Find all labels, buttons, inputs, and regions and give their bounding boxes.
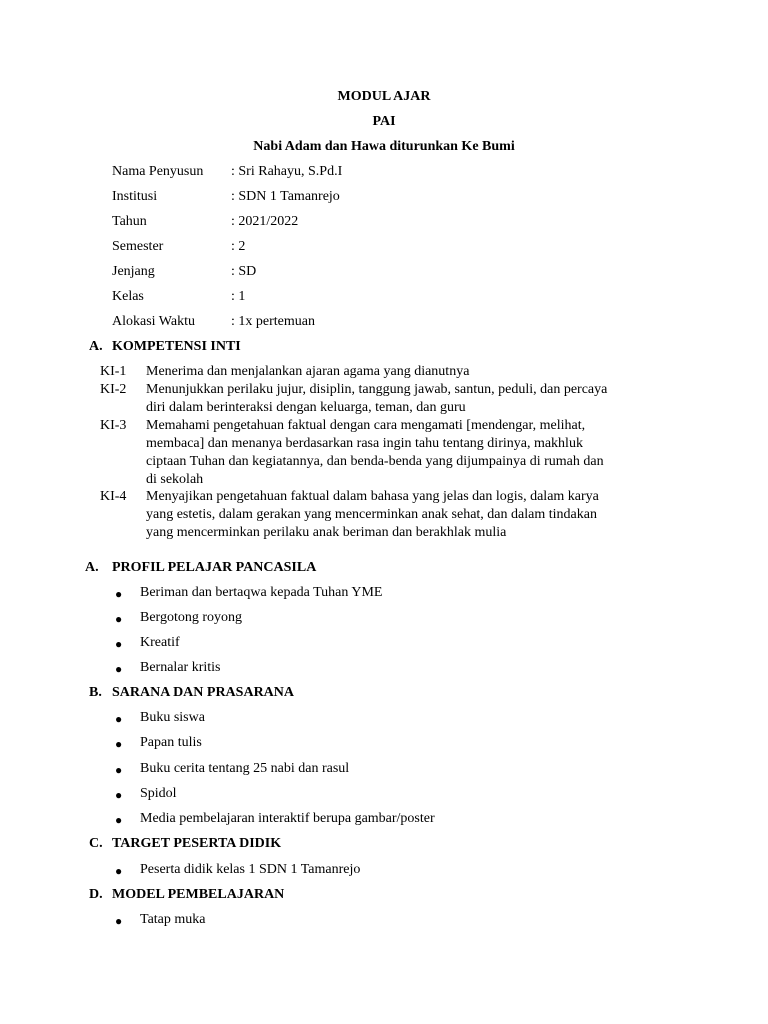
ki-text: yang mencerminkan perilaku anak beriman dan berakhlak mulia — [146, 525, 507, 540]
bullet-icon: ● — [115, 864, 123, 878]
document-topic: Nabi Adam dan Hawa diturunkan Ke Bumi — [253, 139, 515, 154]
ki-text: Menunjukkan perilaku jujur, disiplin, tanggung jawab, santun, peduli, dan percaya — [146, 382, 608, 397]
info-label: Institusi — [112, 189, 158, 204]
bullet-icon: ● — [115, 662, 123, 676]
info-value: : 1 — [231, 289, 246, 304]
ki-text: di sekolah — [146, 472, 204, 487]
list-item: Buku siswa — [140, 710, 205, 725]
ki-text: Memahami pengetahuan faktual dengan cara mengamati [mendengar, melihat, — [146, 418, 586, 433]
section-heading-kompetensi: KOMPETENSI INTI — [112, 339, 241, 354]
bullet-icon: ● — [115, 712, 123, 726]
bullet-icon: ● — [115, 612, 123, 626]
section-heading-sarana: SARANA DAN PRASARANA — [112, 685, 295, 700]
list-item: Bernalar kritis — [140, 660, 221, 675]
list-item: Buku cerita tentang 25 nabi dan rasul — [140, 761, 350, 776]
info-label: Nama Penyusun — [112, 164, 204, 179]
section-letter: A. — [89, 339, 103, 354]
bullet-icon: ● — [115, 788, 123, 802]
document-title: MODUL AJAR — [337, 89, 431, 104]
ki-text: ciptaan Tuhan dan kegiatannya, dan benda-benda yang dijumpainya di rumah dan — [146, 454, 604, 469]
info-label: Jenjang — [112, 264, 155, 279]
list-item: Bergotong royong — [140, 610, 243, 625]
ki-text: membaca] dan menanya berdasarkan rasa ingin tahu tentang dirinya, makhluk — [146, 436, 583, 451]
bullet-icon: ● — [115, 737, 123, 751]
info-value: : Sri Rahayu, S.Pd.I — [231, 164, 343, 179]
info-value: : 1x pertemuan — [231, 314, 315, 329]
list-item: Media pembelajaran interaktif berupa gambar/poster — [140, 811, 435, 826]
ki-label: KI-2 — [100, 382, 127, 397]
info-label: Semester — [112, 239, 164, 254]
list-item: Beriman dan bertaqwa kepada Tuhan YME — [140, 585, 383, 600]
ki-label: KI-4 — [100, 489, 127, 504]
list-item: Spidol — [140, 786, 177, 801]
list-item: Tatap muka — [140, 912, 206, 927]
ki-text: diri dalam berinteraksi dengan keluarga, teman, dan guru — [146, 400, 466, 415]
section-letter: D. — [89, 887, 103, 902]
info-value: : 2021/2022 — [231, 214, 299, 229]
info-value: : 2 — [231, 239, 246, 254]
section-letter: A. — [85, 560, 99, 575]
list-item: Peserta didik kelas 1 SDN 1 Tamanrejo — [140, 862, 361, 877]
list-item: Kreatif — [140, 635, 180, 650]
info-label: Tahun — [112, 214, 147, 229]
section-heading-model: MODEL PEMBELAJARAN — [112, 887, 285, 902]
section-heading-target: TARGET PESERTA DIDIK — [112, 836, 282, 851]
document-subject: PAI — [372, 114, 396, 129]
bullet-icon: ● — [115, 587, 123, 601]
section-heading-profil: PROFIL PELAJAR PANCASILA — [112, 560, 317, 575]
bullet-icon: ● — [115, 763, 123, 777]
info-value: : SD — [231, 264, 257, 279]
info-value: : SDN 1 Tamanrejo — [231, 189, 340, 204]
bullet-icon: ● — [115, 637, 123, 651]
section-letter: B. — [89, 685, 102, 700]
info-label: Kelas — [112, 289, 144, 304]
bullet-icon: ● — [115, 813, 123, 827]
ki-text: yang estetis, dalam gerakan yang mencerminkan anak sehat, dan dalam tindakan — [146, 507, 597, 522]
list-item: Papan tulis — [140, 735, 202, 750]
ki-label: KI-3 — [100, 418, 127, 433]
info-label: Alokasi Waktu — [112, 314, 195, 329]
section-letter: C. — [89, 836, 103, 851]
ki-text: Menyajikan pengetahuan faktual dalam bahasa yang jelas dan logis, dalam karya — [146, 489, 599, 504]
ki-text: Menerima dan menjalankan ajaran agama yang dianutnya — [146, 364, 470, 379]
ki-label: KI-1 — [100, 364, 127, 379]
bullet-icon: ● — [115, 914, 123, 928]
